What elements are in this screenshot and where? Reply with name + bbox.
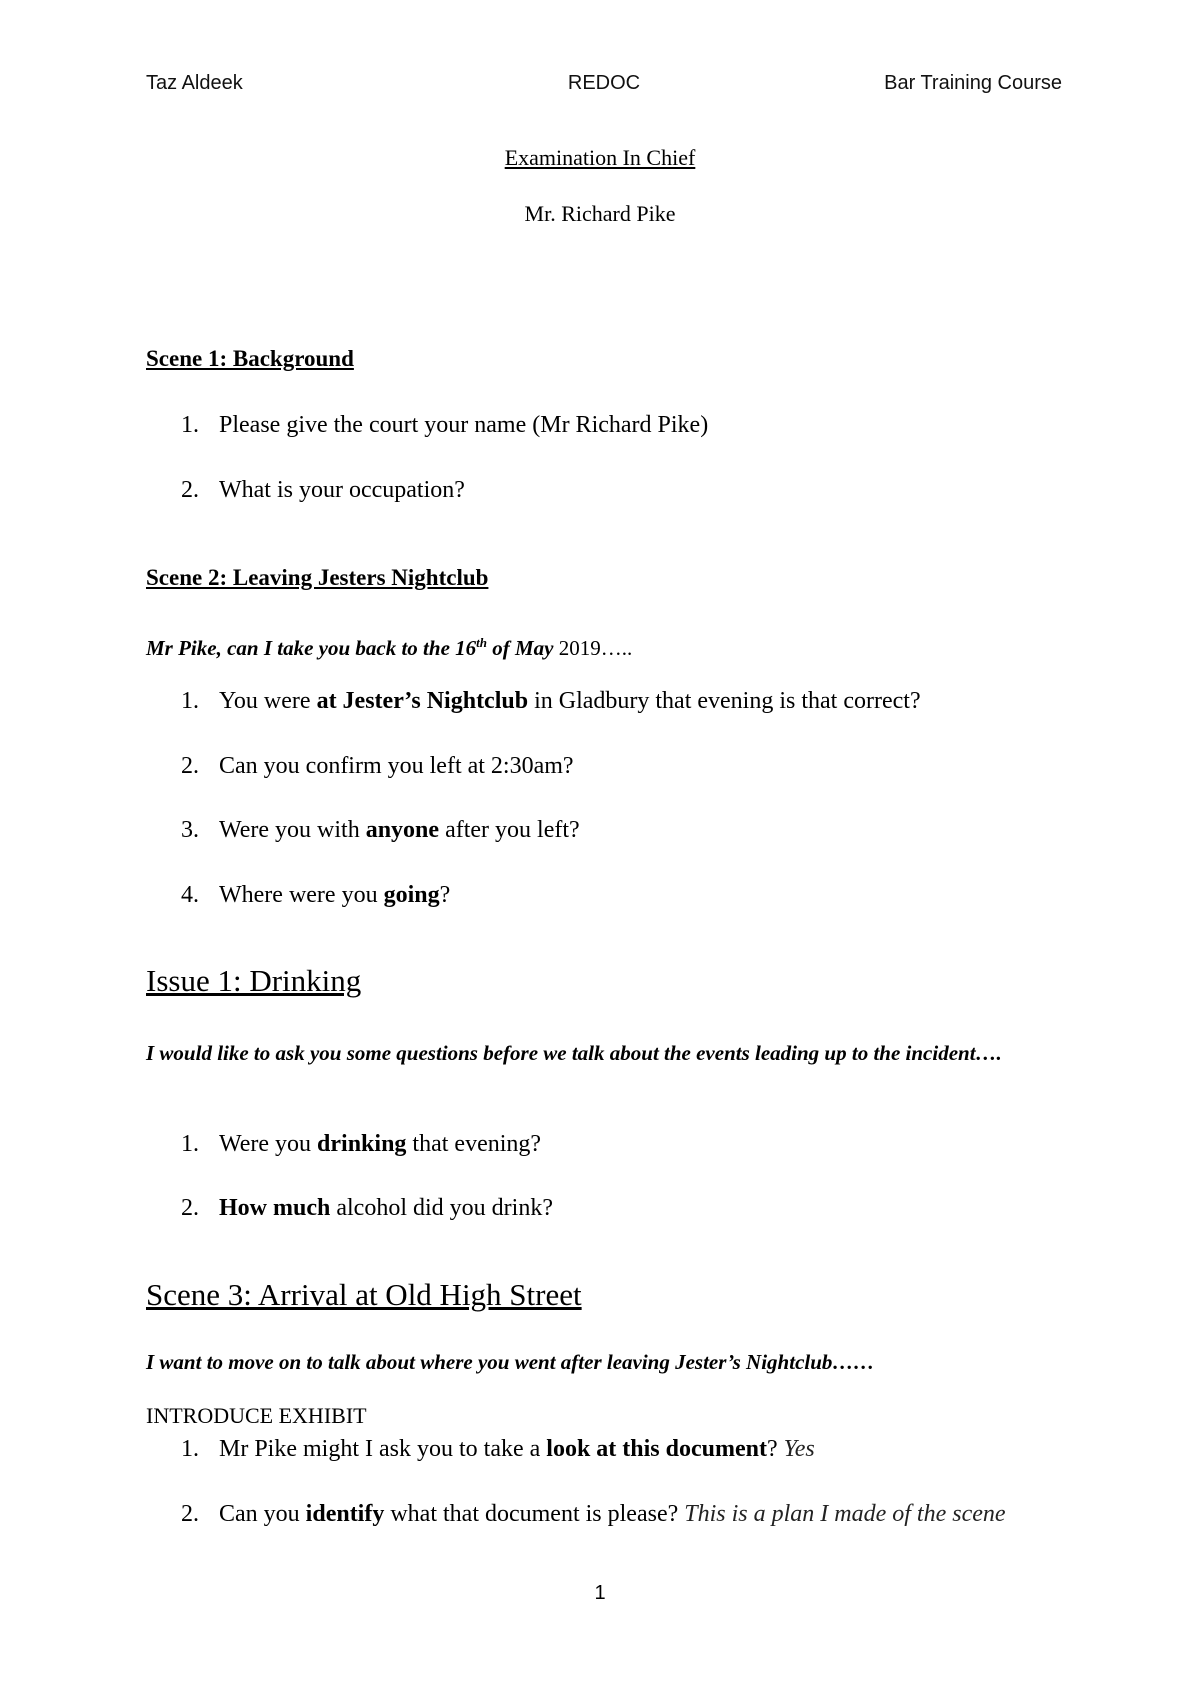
emphasis: anyone [365, 817, 440, 843]
text-run: alcohol did you drink? [330, 1195, 553, 1221]
text-run: Where were you [219, 882, 384, 908]
text-run: Were you [219, 1131, 318, 1157]
scene3-question-1 [181, 1433, 1061, 1465]
emphasis: How much [219, 1195, 331, 1221]
emphasis: going [383, 882, 440, 908]
intro-superscript: th [476, 635, 487, 650]
scene2-heading: Scene 2: Leaving Jesters Nightclub [146, 565, 489, 590]
question-text [219, 1498, 1061, 1530]
text-run: ? [439, 882, 451, 908]
question-number: 2. [181, 753, 199, 779]
header-course-name: Bar Training Course [884, 72, 1062, 94]
scene2-question-2 [181, 750, 1061, 782]
witness-answer: Yes [783, 1436, 815, 1462]
witness-name: Mr. Richard Pike [524, 201, 676, 226]
page-header [146, 72, 1062, 102]
text-run: You were [219, 688, 317, 714]
emphasis: identify [305, 1501, 385, 1527]
scene3-question-2 [181, 1498, 1061, 1530]
scene3-heading: Scene 3: Arrival at Old High Street [146, 1277, 582, 1312]
intro-text: of May [487, 636, 559, 660]
text-run: Mr Pike might I ask you to take a [219, 1436, 547, 1462]
question-text: Can you confirm you left at 2:30am? [219, 753, 574, 779]
document-title: Examination In Chief [504, 145, 696, 170]
question-number: 2. [181, 1501, 199, 1527]
witness-answer: This is a plan I made of the scene [684, 1501, 1006, 1527]
emphasis: at Jester’s Nightclub [316, 688, 529, 714]
header-author: Taz Aldeek [146, 72, 243, 94]
question-text [219, 814, 1061, 846]
page-number: 1 [594, 1582, 606, 1604]
introduce-exhibit-label: INTRODUCE EXHIBIT [146, 1403, 367, 1428]
text-run: ? [766, 1436, 784, 1462]
scene2-question-3 [181, 814, 1061, 846]
question-text [219, 879, 1061, 911]
question-number: 1. [181, 688, 199, 714]
question-number: 2. [181, 477, 199, 503]
question-text [219, 1433, 1061, 1465]
text-run: in Gladbury that evening is that correct? [528, 688, 921, 714]
question-number: 4. [181, 882, 199, 908]
question-text [219, 1128, 1061, 1160]
question-text: Please give the court your name (Mr Richard Pike) [219, 412, 709, 438]
intro-text: Mr Pike, can I take you back to the 16 [146, 636, 477, 660]
header-course-code: REDOC [567, 72, 641, 94]
question-text [219, 1192, 1061, 1224]
scene1-question-1 [181, 409, 1061, 441]
issue1-question-1 [181, 1128, 1061, 1160]
scene2-intro [146, 628, 1066, 663]
issue1-heading: Issue 1: Drinking [146, 963, 362, 998]
text-run: after you left? [439, 817, 580, 843]
scene2-question-4 [181, 879, 1061, 911]
emphasis: drinking [317, 1131, 407, 1157]
scene1-question-2 [181, 474, 1061, 506]
question-number: 1. [181, 1131, 199, 1157]
issue1-question-2 [181, 1192, 1061, 1224]
question-number: 1. [181, 412, 199, 438]
issue1-intro: I would like to ask you some questions before we talk about the events leading up to the incident…. [146, 1041, 1002, 1065]
text-run: Were you with [219, 817, 366, 843]
scene3-intro: I want to move on to talk about where you went after leaving Jester’s Nightclub…… [146, 1350, 875, 1374]
question-number: 2. [181, 1195, 199, 1221]
question-text [219, 685, 1061, 717]
text-run: what that document is please? [384, 1501, 685, 1527]
intro-year: 2019….. [558, 636, 633, 660]
question-number: 3. [181, 817, 199, 843]
question-number: 1. [181, 1436, 199, 1462]
text-run: that evening? [406, 1131, 542, 1157]
emphasis: look at this document [546, 1436, 767, 1462]
scene2-question-1 [181, 685, 1061, 717]
scene1-heading: Scene 1: Background [146, 346, 354, 371]
text-run: Can you [219, 1501, 306, 1527]
question-text: What is your occupation? [219, 477, 465, 503]
